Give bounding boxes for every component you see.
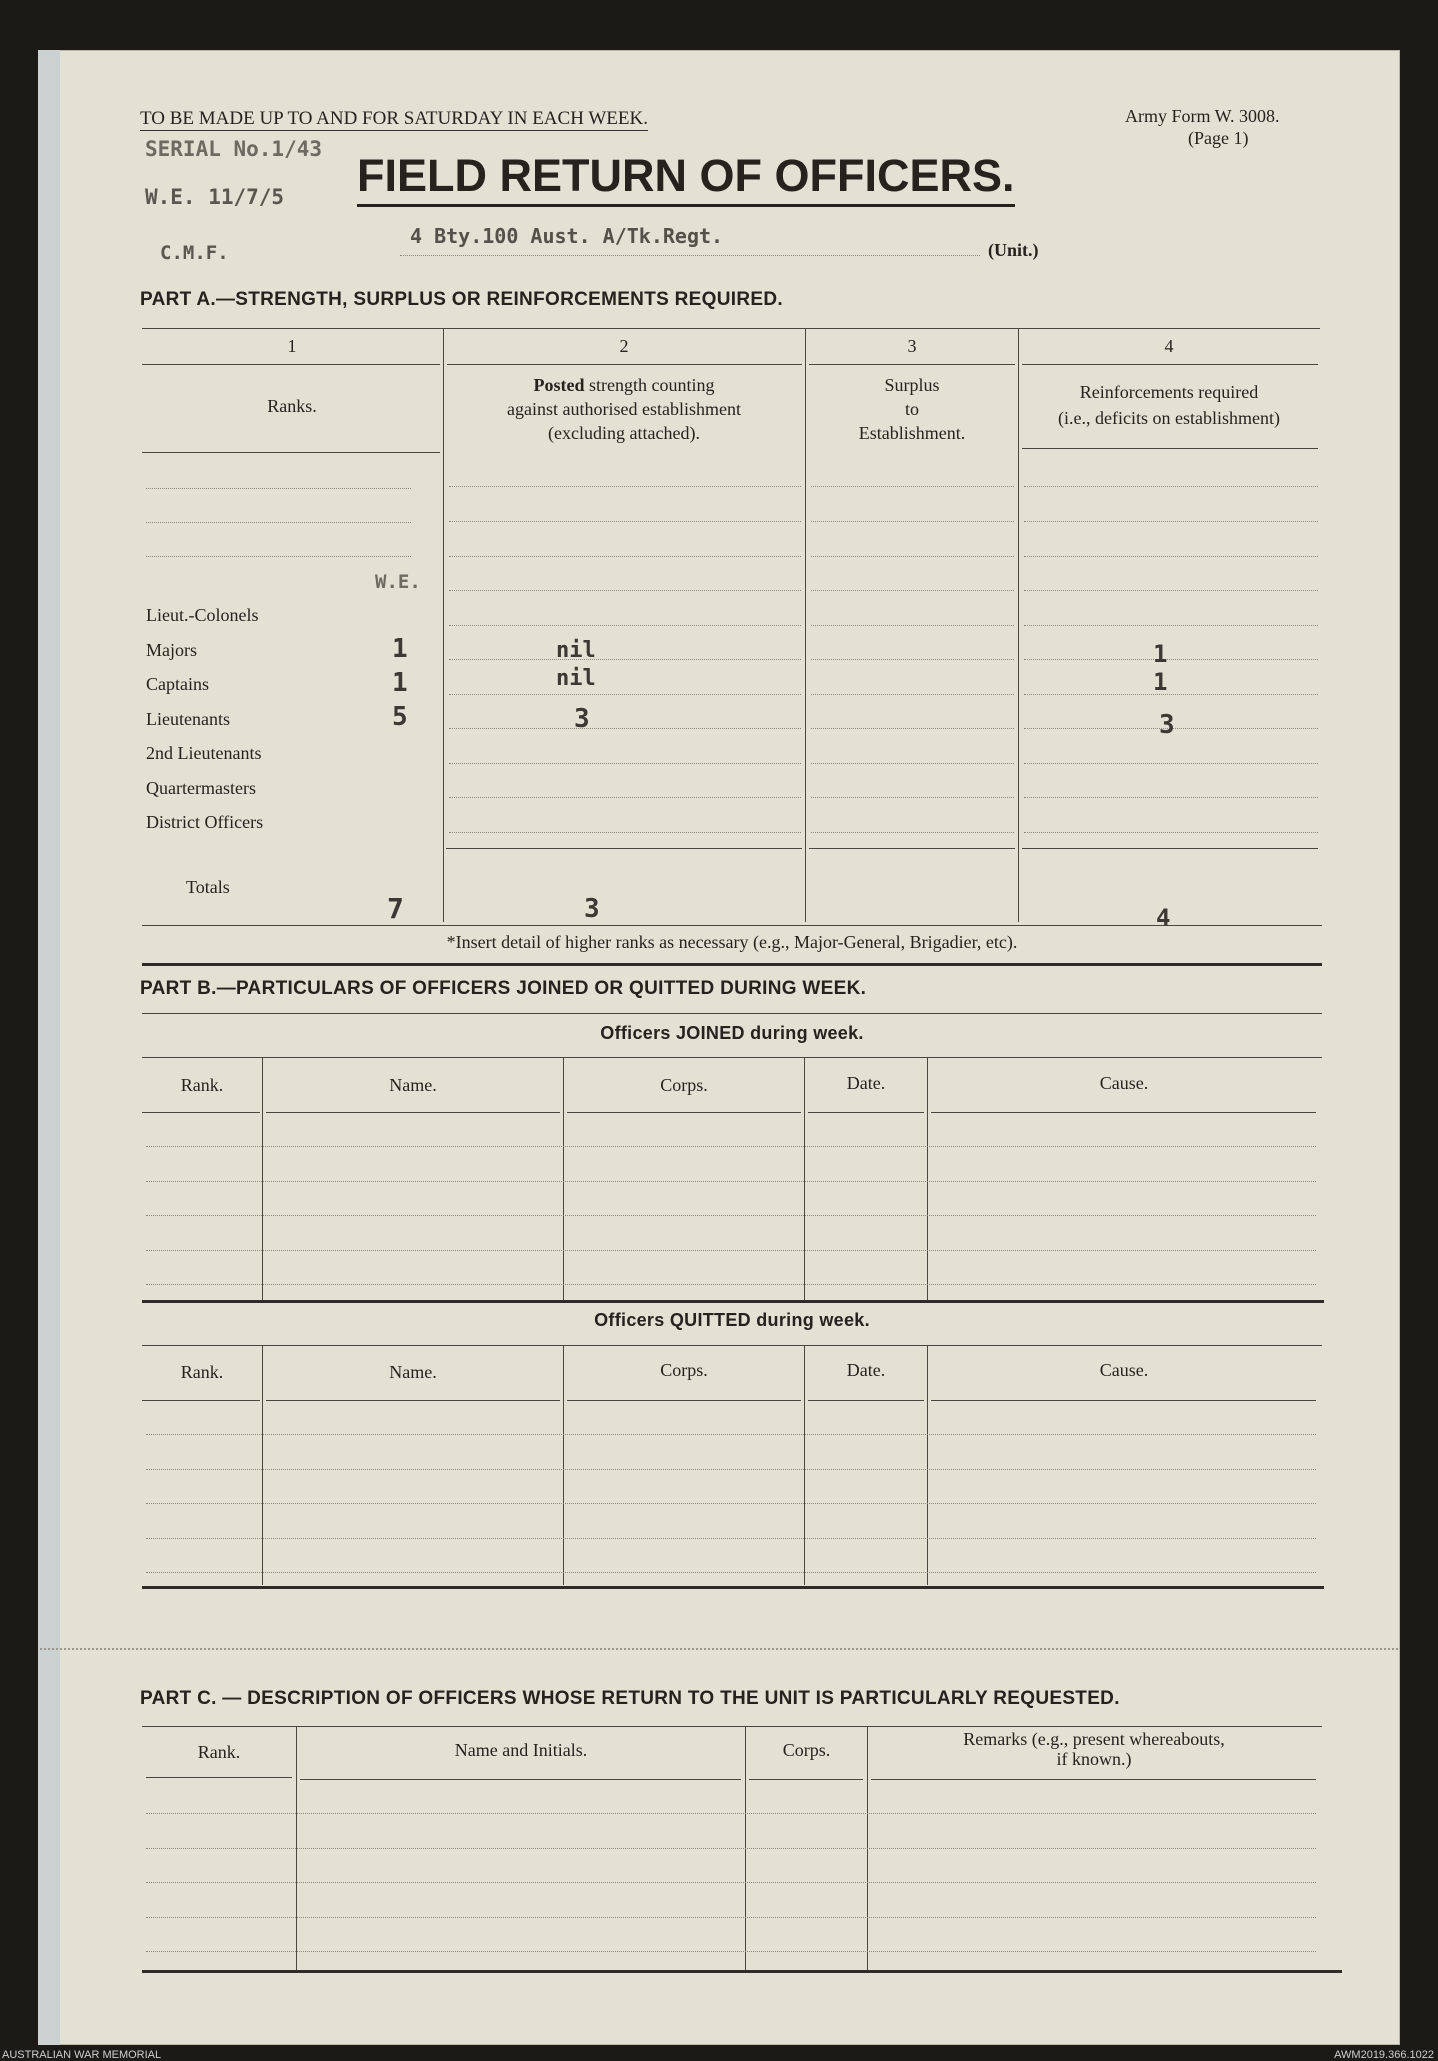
part-a-title: PART A.—STRENGTH, SURPLUS OR REINFORCEMENTS REQUIRED. — [140, 289, 783, 310]
rank-2nd-lieutenants: 2nd Lieutenants — [146, 743, 262, 763]
totals-posted: 3 — [584, 894, 600, 924]
posted-line3: (excluding attached). — [548, 423, 700, 443]
posted-lieutenants: 3 — [574, 704, 590, 734]
form-number: Army Form W. 3008. — [1125, 106, 1280, 126]
posted-majors: nil — [556, 638, 596, 663]
rank-district-officers: District Officers — [146, 812, 264, 832]
totals-we: 7 — [387, 892, 404, 925]
joined-title: Officers JOINED during week. — [600, 1023, 864, 1043]
quitted-col-cause: Cause. — [1099, 1360, 1149, 1380]
quitted-col-date: Date. — [846, 1360, 886, 1380]
rank-lieut-colonels: Lieut.-Colonels — [146, 605, 259, 625]
rank-captains: Captains — [146, 674, 209, 694]
weekly-instruction: TO BE MADE UP TO AND FOR SATURDAY IN EACH WEEK. — [140, 108, 648, 129]
col-header-surplus: Surplus to Establishment. — [858, 375, 966, 443]
we-column-label: W.E. — [375, 571, 421, 593]
joined-col-date: Date. — [846, 1073, 886, 1093]
page-number: (Page 1) — [1188, 128, 1249, 148]
week-ending: W.E. 11/7/5 — [145, 185, 285, 209]
part-c-title: PART C. — DESCRIPTION OF OFFICERS WHOSE RETURN TO THE UNIT IS PARTICULARLY REQUESTED. — [140, 1688, 1120, 1709]
unit-value: 4 Bty.100 Aust. A/Tk.Regt. — [410, 224, 724, 248]
reinf-lieutenants: 3 — [1159, 710, 1175, 740]
totals-label: Totals — [186, 877, 230, 897]
totals-reinforcements: 4 — [1156, 904, 1171, 932]
cmf-label: C.M.F. — [160, 242, 229, 264]
posted-bold: Posted — [533, 375, 585, 395]
col-header-posted — [444, 373, 804, 445]
unit-label: (Unit.) — [988, 240, 1039, 260]
rank-majors: Majors — [146, 640, 197, 660]
partc-col-remarks: Remarks (e.g., present whereabouts, if known.) — [963, 1729, 1225, 1769]
part-b-title: PART B.—PARTICULARS OF OFFICERS JOINED OR QUITTED DURING WEEK. — [140, 978, 867, 999]
quitted-title: Officers QUITTED during week. — [594, 1310, 870, 1330]
reinf-captains: 1 — [1153, 668, 1168, 696]
col-number-1: 1 — [287, 336, 297, 356]
col-header-ranks: Ranks. — [267, 396, 317, 416]
rank-quartermasters: Quartermasters — [146, 778, 256, 798]
we-captains: 1 — [392, 668, 408, 698]
joined-col-corps: Corps. — [660, 1075, 708, 1095]
posted-line2: against authorised establishment — [507, 399, 741, 419]
joined-col-cause: Cause. — [1099, 1073, 1149, 1093]
reinf-majors: 1 — [1153, 640, 1168, 668]
quitted-col-rank: Rank. — [180, 1362, 224, 1382]
col-number-3: 3 — [907, 336, 917, 356]
rank-lieutenants: Lieutenants — [146, 709, 230, 729]
footer-accession: AWM2019.366.1022 — [1334, 2049, 1434, 2061]
joined-col-rank: Rank. — [180, 1075, 224, 1095]
quitted-col-corps: Corps. — [660, 1360, 708, 1380]
footnote: *Insert detail of higher ranks as necessary (e.g., Major-General, Brigadier, etc). — [446, 932, 1018, 952]
partc-col-name: Name and Initials. — [454, 1740, 588, 1760]
serial-number: SERIAL No.1/43 — [145, 137, 323, 161]
paper-edge-strip — [38, 50, 60, 2045]
we-majors: 1 — [392, 634, 408, 664]
partc-col-rank: Rank. — [197, 1742, 241, 1762]
posted-rest: strength counting — [589, 375, 715, 395]
col-number-4: 4 — [1164, 336, 1174, 356]
col-number-2: 2 — [619, 336, 629, 356]
joined-col-name: Name. — [389, 1075, 437, 1095]
col-header-reinforcements: Reinforcements required (i.e., deficits on establishment) — [1058, 382, 1280, 428]
quitted-col-name: Name. — [389, 1362, 437, 1382]
posted-captains: nil — [556, 666, 596, 691]
we-lieutenants: 5 — [392, 702, 408, 732]
footer-institution: AUSTRALIAN WAR MEMORIAL — [2, 2049, 162, 2061]
partc-col-corps: Corps. — [782, 1740, 831, 1760]
page-title: FIELD RETURN OF OFFICERS. — [357, 148, 1015, 207]
